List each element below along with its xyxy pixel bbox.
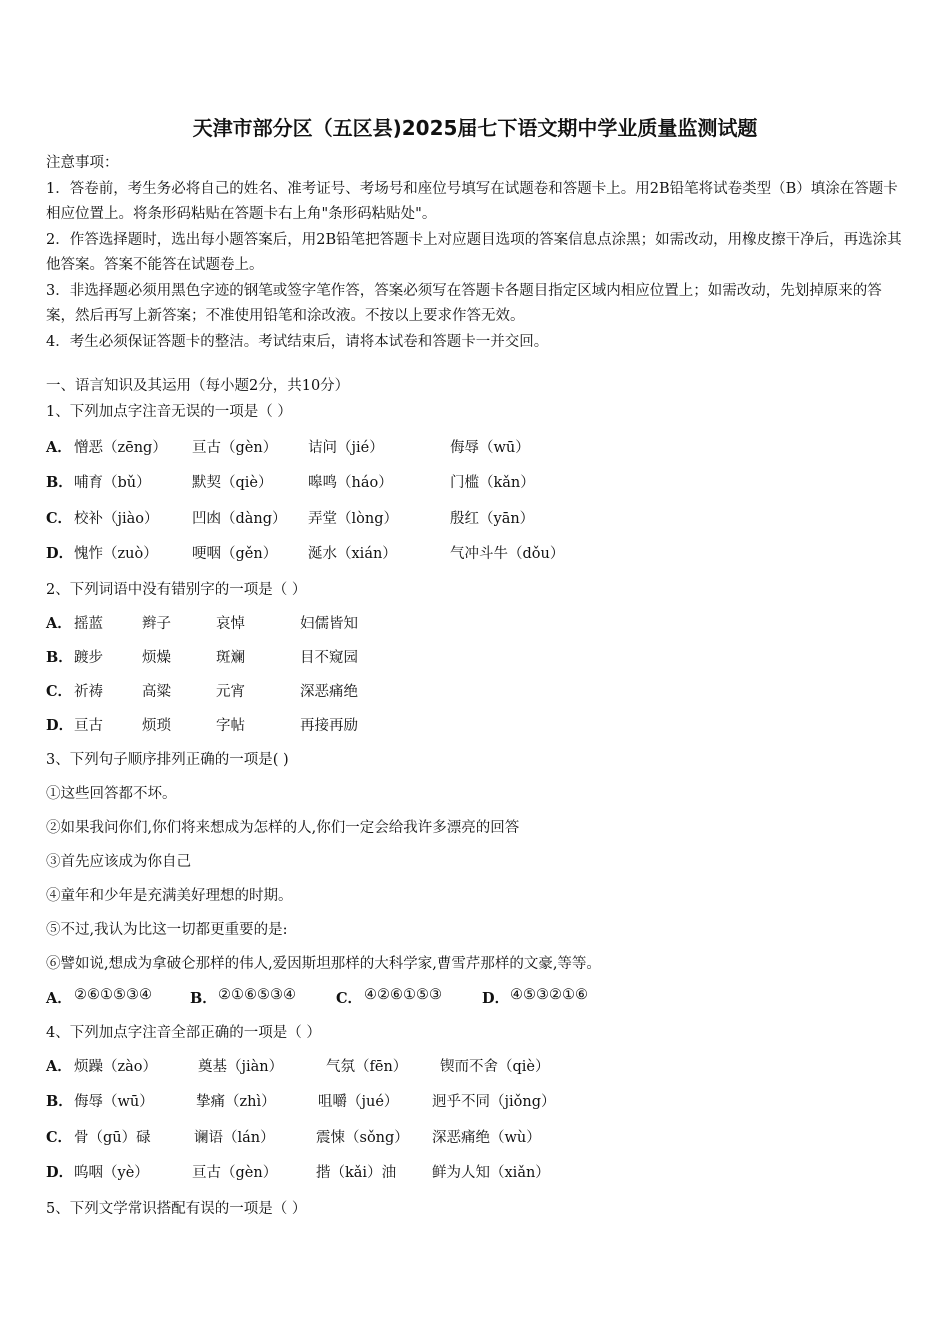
option-item: 亘古（gèn）	[192, 440, 278, 456]
option-text-c[interactable]: ④②⑥①⑤③	[364, 987, 442, 1003]
option-item: 谰语（lán）	[194, 1130, 275, 1146]
option-item: 侮辱（wū）	[450, 440, 530, 456]
option-label: D．	[46, 545, 74, 562]
option-item: 憎恶（zēng）	[74, 440, 167, 456]
question-5-stem: 5、下列文学常识搭配有误的一项是（ ）	[46, 1201, 307, 1217]
option-item: 烦琐	[142, 718, 171, 734]
option-item: 气冲斗牛（dǒu）	[450, 546, 565, 562]
option-item: 鲜为人知（xiǎn）	[432, 1165, 550, 1181]
sentence: ⑤不过,我认为比这一切都更重要的是:	[46, 922, 288, 938]
option-item: 辫子	[142, 616, 171, 632]
sentence: ⑥譬如说,想成为拿破仑那样的伟人,爱因斯坦那样的大科学家,曹雪芹那样的文豪,等等。	[46, 956, 601, 972]
option-item: 祈祷	[74, 684, 103, 700]
option-item: 震悚（sǒng）	[316, 1130, 409, 1146]
option-item: 目不窥园	[300, 650, 358, 666]
option-text-a[interactable]: ②⑥①⑤③④	[74, 987, 152, 1003]
option-item: 深恶痛绝（wù）	[432, 1130, 541, 1146]
notes-heading: 注意事项：	[46, 155, 119, 171]
option-item: 呜咽（yè）	[74, 1165, 149, 1181]
option-item: 愧怍（zuò）	[74, 546, 158, 562]
option-item: 默契（qiè）	[192, 475, 273, 491]
option-label: A．	[46, 615, 72, 632]
option-item: 嗥鸣（háo）	[308, 475, 393, 491]
note-item: 3．非选择题必须用黑色字迹的钢笔或签字笔作答，答案必须写在答题卡各题目指定区域内相应位置上；如需改动，先划掉原来的答案，然后再写上新答案；不准使用铅笔和涂改液。不按以上要求作答无效。	[46, 282, 882, 324]
option-label: B．	[46, 1093, 73, 1110]
option-item: 摇蓝	[74, 616, 103, 632]
option-label: A．	[46, 439, 72, 456]
option-item: 殷红（yān）	[450, 511, 535, 527]
option-item: 亘古	[74, 718, 103, 734]
option-text-b[interactable]: ②①⑥⑤③④	[218, 987, 296, 1003]
option-item: 再接再励	[300, 718, 358, 734]
option-label: A．	[46, 1058, 72, 1075]
option-label: B．	[46, 474, 73, 491]
note-item: 4．考生必须保证答题卡的整洁。考试结束后，请将本试卷和答题卡一并交回。	[46, 333, 549, 350]
sentence: ④童年和少年是充满美好理想的时期。	[46, 888, 293, 904]
option-item: 校补（jiào）	[74, 511, 159, 527]
option-item: 烦躁（zào）	[74, 1059, 158, 1075]
option-item: 弄堂（lòng）	[308, 511, 398, 527]
option-item: 门槛（kǎn）	[450, 475, 535, 491]
option-item: 诘问（jié）	[308, 440, 384, 456]
option-item: 哺育（bǔ）	[74, 475, 151, 491]
question-2-stem: 2、下列词语中没有错别字的一项是（ ）	[46, 582, 307, 598]
option-item: 哽咽（gěn）	[192, 546, 278, 562]
option-item: 亘古（gèn）	[192, 1165, 278, 1181]
option-item: 揩（kǎi）油	[316, 1165, 397, 1181]
note-item: 1．答卷前，考生务必将自己的姓名、准考证号、考场号和座位号填写在试题卷和答题卡上。用2B铅笔将试卷类型（B）填涂在答题卡相应位置上。将条形码粘贴在答题卡右上角"条形码粘贴处"。	[46, 180, 898, 222]
option-label: D．	[46, 717, 74, 734]
option-item: 妇儒皆知	[300, 616, 358, 632]
option-item: 哀悼	[216, 616, 245, 632]
option-label-a[interactable]: A．	[46, 990, 72, 1007]
option-item: 迥乎不同（jiǒng）	[432, 1094, 556, 1110]
option-label: C．	[46, 683, 73, 700]
option-label: D．	[46, 1164, 74, 1181]
option-item: 字帖	[216, 718, 245, 734]
notes-block	[46, 151, 908, 355]
section-heading: 一、语言知识及其运用（每小题2分，共10分）	[46, 378, 350, 394]
question-1-stem: 1、下列加点字注音无误的一项是（ ）	[46, 404, 292, 420]
option-item: 奠基（jiàn）	[198, 1059, 284, 1075]
sentence: ①这些回答都不坏。	[46, 786, 177, 802]
option-item: 涎水（xián）	[308, 546, 397, 562]
option-item: 凹凼（dàng）	[192, 511, 287, 527]
option-item: 烦燥	[142, 650, 171, 666]
option-label: C．	[46, 1129, 73, 1146]
option-label-b[interactable]: B．	[190, 990, 217, 1007]
option-item: 深恶痛绝	[300, 684, 358, 700]
option-item: 斑斓	[216, 650, 245, 666]
option-label: B．	[46, 649, 73, 666]
option-item: 气氛（fēn）	[326, 1059, 408, 1075]
option-item: 踱步	[74, 650, 103, 666]
option-item: 高粱	[142, 684, 171, 700]
option-item: 锲而不舍（qiè）	[440, 1059, 550, 1075]
option-item: 元宵	[216, 684, 245, 700]
question-3-stem: 3、下列句子顺序排列正确的一项是( )	[46, 752, 289, 768]
option-item: 侮辱（wū）	[74, 1094, 154, 1110]
sentence: ③首先应该成为你自己	[46, 854, 191, 870]
option-item: 挚痛（zhì）	[196, 1094, 276, 1110]
option-label-c[interactable]: C．	[336, 990, 363, 1007]
option-text-d[interactable]: ④⑤③②①⑥	[510, 987, 588, 1003]
sentence: ②如果我问你们,你们将来想成为怎样的人,你们一定会给我许多漂亮的回答	[46, 820, 520, 836]
note-item: 2．作答选择题时，选出每小题答案后，用2B铅笔把答题卡上对应题目选项的答案信息点涂黑；如需改动，用橡皮擦干净后，再选涂其他答案。答案不能答在试题卷上。	[46, 231, 902, 273]
page-title: 天津市部分区（五区县)2025届七下语文期中学业质量监测试题	[192, 116, 758, 140]
option-item: 骨（gū）碌	[74, 1130, 151, 1146]
question-4-stem: 4、下列加点字注音全部正确的一项是（ ）	[46, 1025, 321, 1041]
option-label-d[interactable]: D．	[482, 990, 510, 1007]
option-item: 咀嚼（jué）	[318, 1094, 399, 1110]
option-label: C．	[46, 510, 73, 527]
